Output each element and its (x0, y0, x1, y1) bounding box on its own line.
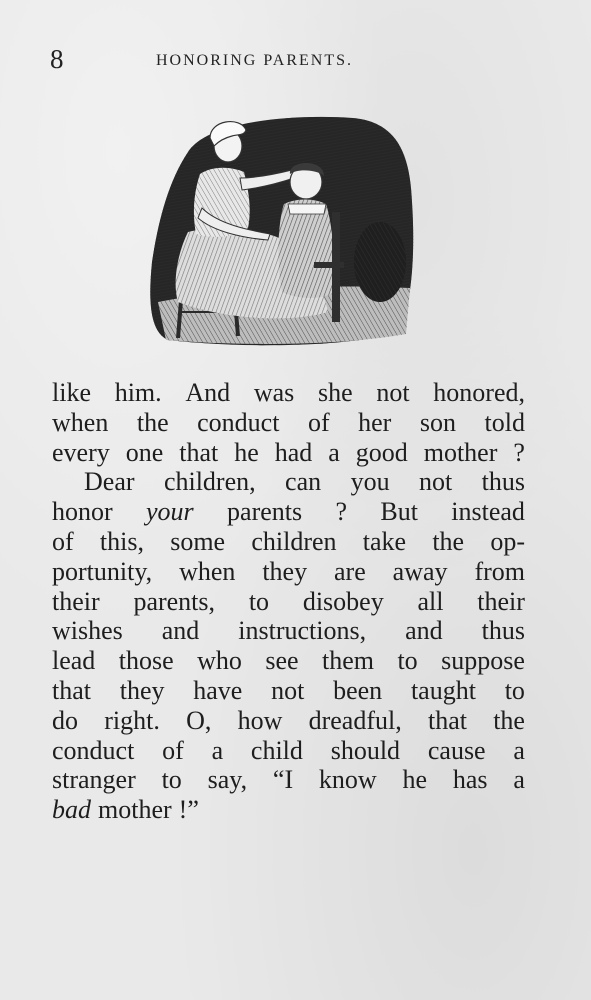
word: child (250, 735, 303, 765)
text-line (52, 587, 525, 617)
text-line (52, 497, 525, 527)
word: from (474, 556, 525, 586)
word: every (52, 437, 110, 467)
text-line (52, 467, 525, 497)
word: he (234, 437, 259, 467)
word: right. (104, 705, 160, 735)
text-line (52, 765, 525, 795)
text-line (52, 646, 525, 676)
text-line (52, 795, 525, 825)
page-number: 8 (50, 44, 64, 74)
word: conduct (52, 735, 135, 765)
woodcut-mother-and-child-icon (148, 112, 416, 348)
text-line (52, 438, 525, 468)
text-line (52, 557, 525, 587)
word: and (405, 616, 443, 646)
word: a (211, 735, 224, 765)
word: not (418, 467, 453, 497)
word: should (330, 735, 401, 765)
word: and (161, 616, 200, 646)
word: parents, (133, 586, 216, 616)
word: know (318, 765, 377, 795)
word: son (419, 407, 456, 437)
word: !” (178, 795, 199, 825)
word: disobey (302, 586, 384, 616)
word: has (452, 765, 488, 795)
word: not (376, 378, 410, 407)
word: this, (99, 526, 144, 556)
word: some (170, 526, 226, 556)
word: mother (98, 795, 172, 825)
word: to (397, 646, 418, 676)
word: parents (227, 497, 303, 527)
word: those (118, 646, 174, 676)
word: a (513, 735, 525, 765)
word: their (52, 586, 100, 616)
word: you (350, 467, 390, 497)
word: they (262, 556, 308, 586)
word: that (52, 675, 91, 705)
word: who (197, 646, 242, 676)
text-line (52, 408, 525, 438)
word: op- (490, 526, 525, 556)
word: a (328, 437, 340, 467)
word: them (322, 646, 374, 676)
text-line (52, 378, 525, 408)
word: cause (427, 735, 486, 765)
word: away (392, 556, 448, 586)
word: when (52, 407, 109, 437)
word: ? (513, 437, 525, 467)
word: the (432, 526, 465, 556)
word: But (380, 497, 418, 527)
word: of (52, 526, 74, 556)
word: dreadful, (308, 705, 402, 735)
word: stranger (52, 765, 136, 795)
word: thus (481, 616, 525, 646)
word: wishes (52, 616, 123, 646)
word: of (162, 735, 184, 765)
text-line (52, 736, 525, 766)
word: how (237, 705, 283, 735)
word: Dear (84, 467, 135, 497)
text-line (52, 616, 525, 646)
word: instructions, (238, 616, 367, 646)
word: the (136, 407, 169, 437)
word: taught (410, 675, 476, 705)
word: portunity, (52, 556, 153, 586)
word: instead (451, 497, 525, 527)
word: see (265, 646, 299, 676)
word: that (179, 437, 219, 467)
word: of (307, 407, 330, 437)
word: bad (52, 795, 91, 825)
body-text (52, 378, 525, 825)
word: was (253, 378, 295, 407)
word: all (417, 586, 444, 616)
word: children, (163, 467, 256, 497)
word: when (179, 556, 236, 586)
word: “I (272, 765, 294, 795)
running-head: HONORING PARENTS. (156, 52, 353, 69)
text-line (52, 706, 525, 736)
text-line (52, 527, 525, 557)
word: mother (423, 437, 498, 467)
word: they (119, 675, 165, 705)
word: her (358, 407, 392, 437)
word: have (193, 675, 243, 705)
word: honor (52, 497, 113, 527)
text-line (52, 676, 525, 706)
word: lead (52, 646, 96, 676)
word: ? (335, 497, 348, 527)
word: had (274, 437, 313, 467)
page-header (50, 44, 420, 76)
word: one (125, 437, 164, 467)
word: he (402, 765, 428, 795)
word: to (504, 675, 525, 705)
word: like (52, 378, 91, 407)
word: him. (114, 378, 162, 407)
word: say, (207, 765, 248, 795)
word: good (355, 437, 408, 467)
word: a (513, 765, 525, 795)
word: been (333, 675, 383, 705)
word: the (493, 705, 525, 735)
word: she (317, 378, 353, 407)
word: told (484, 407, 525, 437)
word: take (362, 526, 407, 556)
word: suppose (441, 646, 525, 676)
word: can (285, 467, 322, 497)
word: thus (481, 467, 525, 497)
word: children (251, 526, 337, 556)
word: their (477, 586, 525, 616)
word: not (271, 675, 305, 705)
word: to (161, 765, 182, 795)
word: conduct (197, 407, 280, 437)
word: And (185, 378, 231, 407)
word: that (427, 705, 467, 735)
word: to (248, 586, 270, 616)
word: do (52, 705, 78, 735)
word: honored, (433, 378, 525, 407)
word: are (334, 556, 366, 586)
word: your (146, 497, 194, 527)
word: O, (186, 705, 212, 735)
